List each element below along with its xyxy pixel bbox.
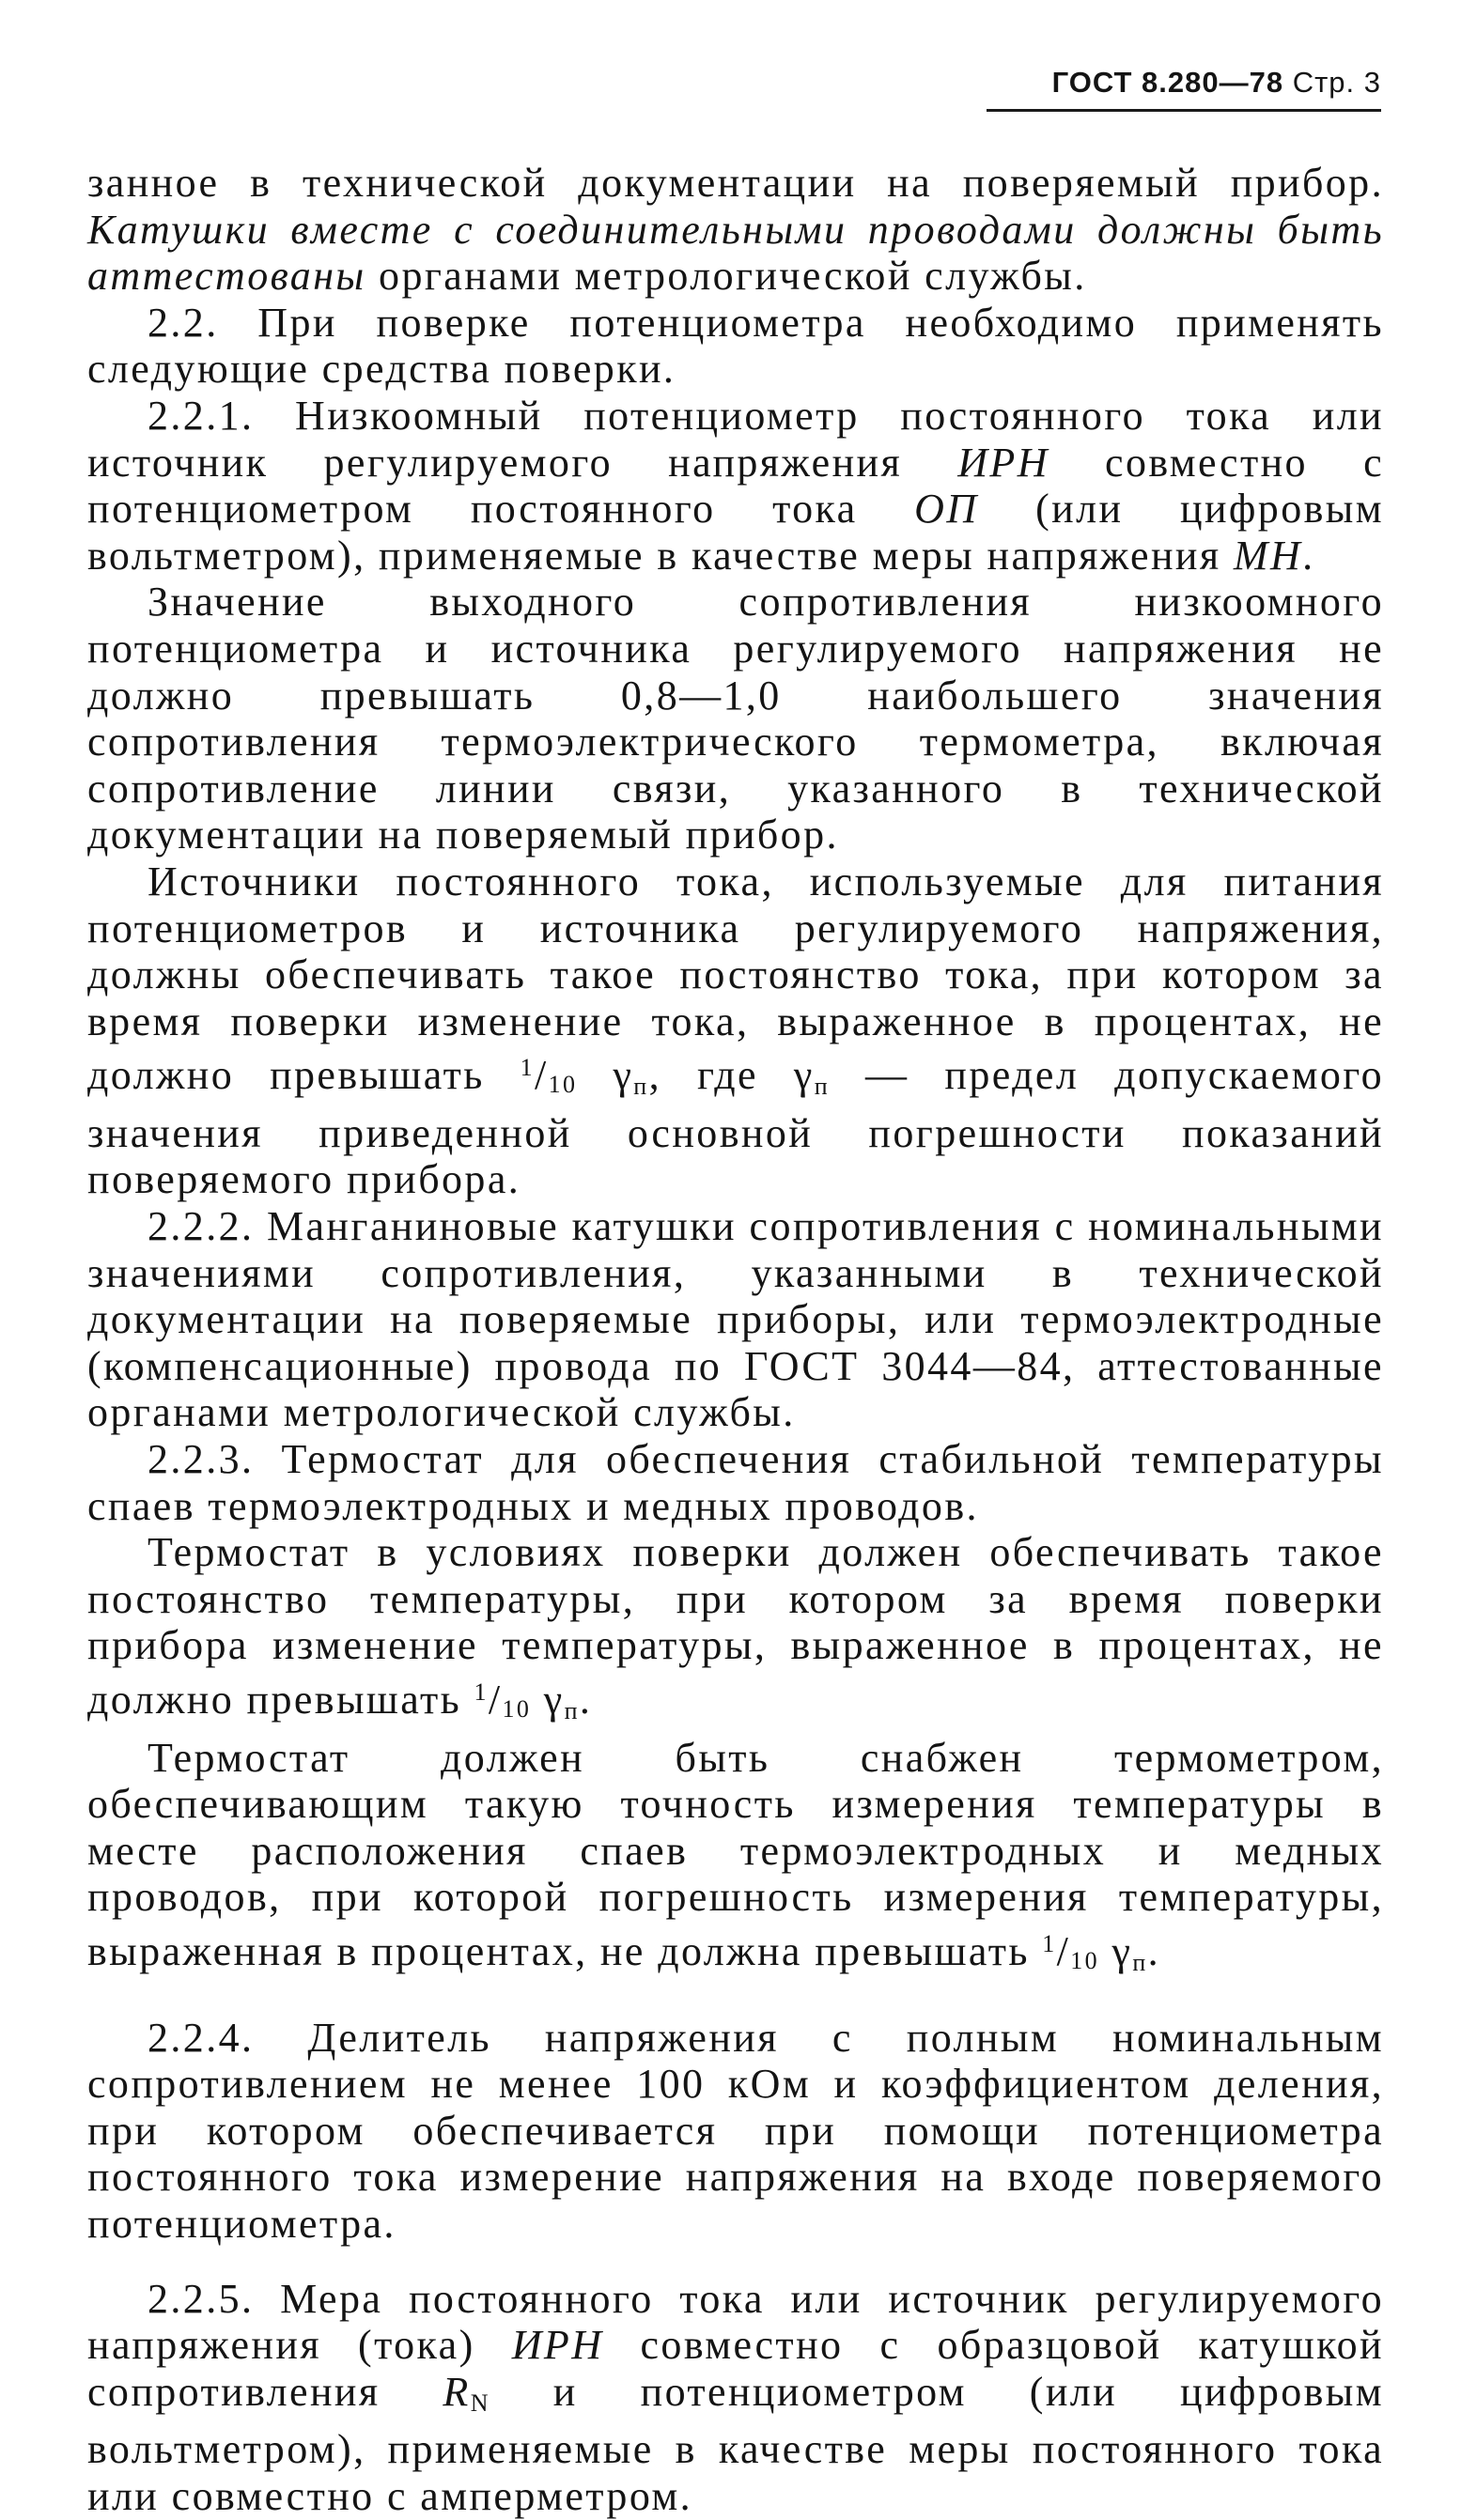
page-number: Стр. 3	[1292, 66, 1381, 99]
paragraph-current-sources: Источники постоянного тока, используемые для питания потенциометров и источника регулируемого напряжения, должны обеспечивать такое постоянство тока, при котором за время поверки изменение тока, выраженное в процентах, не должно превышать $^1/_{10}$ $\gamma_п$, где $\gamma_п$ — предел допускаемого значения приведенной основной погрешности показаний поверяемого прибора.	[87, 858, 1384, 1203]
page-header	[987, 66, 1381, 112]
gamma-symbol: γ	[613, 1052, 634, 1099]
paragraph-2-2: 2.2. При поверке потенциометра необходимо применять следующие средства поверки.	[87, 299, 1384, 393]
gamma-symbol: γ	[543, 1677, 565, 1723]
italic-note: Катушки вместе с соединительными проводами должны быть аттестованы	[87, 206, 1384, 300]
symbol-mn: МН	[1233, 532, 1303, 579]
symbol-op: ОП	[914, 486, 979, 533]
fraction-one-tenth: $^1/_{10}$	[474, 1677, 532, 1723]
paragraph-2-2-1: 2.2.1. Низкоомный потенциометр постоянного тока или источник регулируемого напряжения ИРН совместно с потенциометром постоянного тока ОП (или цифровым вольтметром), применяемые в качестве меры напряжения МН.	[87, 392, 1385, 579]
symbol-rn: R	[443, 2368, 471, 2415]
paragraph-thermostat-thermometer: Термостат должен быть снабжен термометром, обеспечивающим такую точность измерения температуры в месте расположения спаев термоэлектродных и медных проводов, при которой погрешность измерения температуры, выраженная в процентах, не должна превышать $^1/_{10}$ $\gamma_п$.	[87, 1734, 1384, 1976]
gamma-symbol: γ	[793, 1052, 815, 1099]
gamma-symbol: γ	[1111, 1927, 1133, 1974]
paragraph-continuation: занное в технической документации на поверяемый прибор. Катушки вместе с соединительными проводами должны быть аттестованы органами метрологической службы.	[87, 160, 1384, 300]
paragraph-output-resistance: Значение выходного сопротивления низкоомного потенциометра и источника регулируемого напряжения не должно превышать 0,8—1,0 наибольшего значения сопротивления термоэлектрического термометра, включая сопротивление линии связи, указанного в технической документации на поверяемый прибор.	[87, 579, 1384, 858]
paragraph-2-2-2: 2.2.2. Манганиновые катушки сопротивления с номинальными значениями сопротивления, указанными в технической документации на поверяемые приборы, или термоэлектродные (компенсационные) провода по ГОСТ 3044—84, аттестованные органами метрологической службы.	[87, 1203, 1384, 1436]
fraction-one-tenth: $^1/_{10}$	[1042, 1927, 1100, 1974]
paragraph-thermostat-stability: Термостат в условиях поверки должен обеспечивать такое постоянство температуры, при котором за время поверки прибора изменение температуры, выраженное в процентах, не должно превышать $^1/_{10}$ $\gamma_п$.	[87, 1529, 1384, 1724]
paragraph-2-2-4: 2.2.4. Делитель напряжения с полным номинальным сопротивлением не менее 100 кОм и коэффициентом деления, при котором обеспечивается при помощи потенциометра постоянного тока измерение напряжения на входе поверяемого потенциометра.	[87, 2014, 1384, 2247]
paragraph-2-2-3: 2.2.3. Термостат для обеспечения стабильной температуры спаев термоэлектродных и медных проводов.	[87, 1436, 1384, 1529]
symbol-irn: ИРН	[957, 439, 1049, 486]
symbol-irn: ИРН	[511, 2322, 604, 2369]
fraction-one-tenth: $^1/_{10}$	[520, 1052, 578, 1099]
paragraph-2-2-5: 2.2.5. Мера постоянного тока или источник регулируемого напряжения (тока) ИРН совместно с образцовой катушкой сопротивления $R_N$ и потенциометром (или цифровым вольтметром), применяемые в качестве меры постоянного тока или совместно с амперметром.	[87, 2275, 1385, 2519]
document-body	[87, 160, 1384, 2520]
standard-number: ГОСТ 8.280—78	[1051, 66, 1284, 99]
